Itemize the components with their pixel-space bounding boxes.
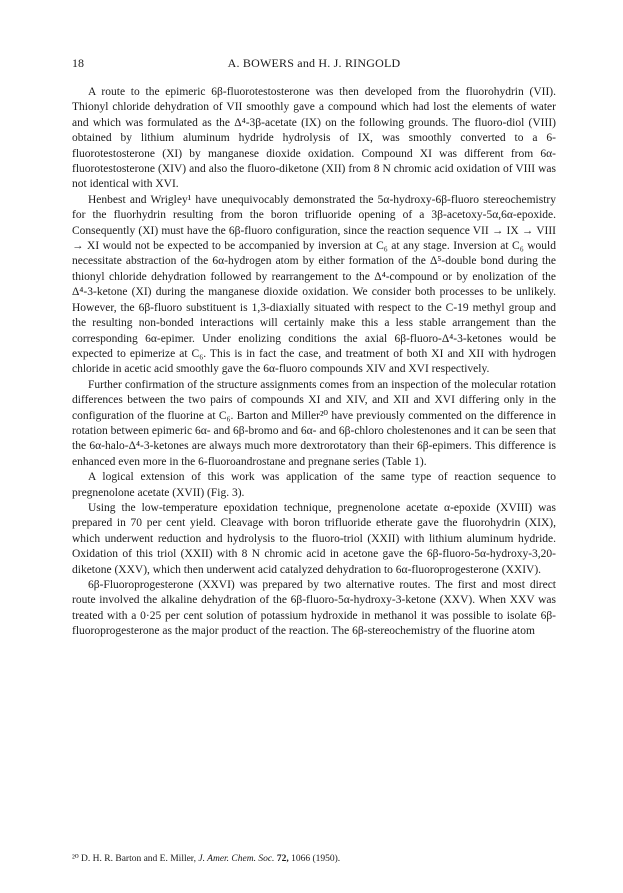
- paragraph: Henbest and Wrigley¹ have unequivocably demonstrated the 5α-hydroxy-6β-fluoro stereochemistry for the fluorhydrin resulting from the boron trifluoride opening of a 3β-acetoxy-5α,6α-epoxide. Consequently (XI) must have the 6β-fluoro configuration, since the reaction sequence VII → IX → VIII → XI would not be expected to be accompanied by inversion at C₆ at any stage. Inversion at C₆ would necessitate abstraction of the 6α-hydrogen atom by either formation of the Δ⁵-double bond during the thionyl chloride dehydration followed by rearrangement to the Δ⁴-compound or by enolization of the Δ⁴-3-ketone (XI) during the manganese dioxide oxidation. We consider both processes to be unlikely. However, the 6β-fluoro substituent is 1,3-diaxially situated with respect to the C-19 methyl group and the resulting non-bonded interactions will certainly make this a less stable arrangement than the corresponding 6α-epimer. Under enolizing conditions the axial 6β-fluoro-Δ⁴-3-ketones would be expected to epimerize at C₆. This is in fact the case, and treatment of both XI and XII with hydrogen chloride in acetic acid smoothly gave the 6α-fluoro compounds XIV and XVI respectively.: [72, 193, 556, 376]
- page-header: [72, 56, 556, 72]
- footnote-journal: J. Amer. Chem. Soc.: [198, 854, 275, 864]
- footnote-mark: ²⁰: [72, 854, 79, 864]
- paragraph: A logical extension of this work was application of the same type of reaction sequence to pregnenolone acetate (XVII) (Fig. 3).: [72, 471, 556, 499]
- page-number: 18: [72, 56, 84, 70]
- paragraph: 6β-Fluoroprogesterone (XXVI) was prepared by two alternative routes. The first and most direct route involved the alkaline dehydration of the 6β-fluoro-5α-hydroxy-3-ketone (XXV). When XXV was treated with a 0·25 per cent solution of potassium hydroxide in methanol it was possible to isolate 6β-fluoroprogesterone as the major product of the reaction. The 6β-stereochemistry of the fluorine atom: [72, 579, 556, 638]
- footnote-authors: D. H. R. Barton and E. Miller,: [81, 854, 196, 864]
- running-head: A. BOWERS and H. J. RINGOLD: [227, 56, 401, 70]
- paragraph: Further confirmation of the structure assignments comes from an inspection of the molecular rotation differences between the two pairs of compounds XI and XIV, and XII and XVI differing only in the configuration of the fluorine at C₆. Barton and Miller²⁰ have previously commented on the difference in rotation between epimeric 6α- and 6β-bromo and 6α- and 6β-chloro cholestenones and it can be seen that the 6α-halo-Δ⁴-3-ketones are always much more dextrorotatory than their 6β-epimers. This difference is enhanced even more in the 6-fluoroandrostane and pregnane series (Table 1).: [72, 378, 556, 468]
- footnote: [72, 853, 556, 865]
- body-text: [72, 85, 556, 640]
- footnote-volume: 72,: [276, 854, 289, 864]
- paragraph: Using the low-temperature epoxidation technique, pregnenolone acetate α-epoxide (XVIII) was prepared in 70 per cent yield. Cleavage with boron trifluoride etherate gave the fluorohydrin (XIX), which underwent reduction and hydrolysis to the fluoro-triol (XXII) with lithium aluminum hydride. Oxidation of this triol (XXII) with 8 N chromic acid in acetone gave the 6β-fluoro-5α-hydroxy-3,20-diketone (XXV), which then underwent acid catalyzed dehydration to 6α-fluoroprogesterone (XXIV).: [72, 501, 556, 576]
- footnote-pages: 1066 (1950).: [291, 854, 341, 864]
- paragraph: A route to the epimeric 6β-fluorotestosterone was then developed from the fluorohydrin (VII). Thionyl chloride dehydration of VII smoothly gave a compound which had lost the elements of water and which was formulated as the Δ⁴-3β-acetate (IX) on the following grounds. The fluoro-diol (VIII) obtained by lithium aluminum hydride hydrolysis of IX, was smoothly converted to a 6-fluorotestosterone (XI) by manganese dioxide oxidation. Compound XI was different from 6α-fluorotestosterone (XIV) and also the fluoro-diketone (XII) from 8 N chromic acid oxidation of VIII was not identical with XVI.: [72, 86, 556, 191]
